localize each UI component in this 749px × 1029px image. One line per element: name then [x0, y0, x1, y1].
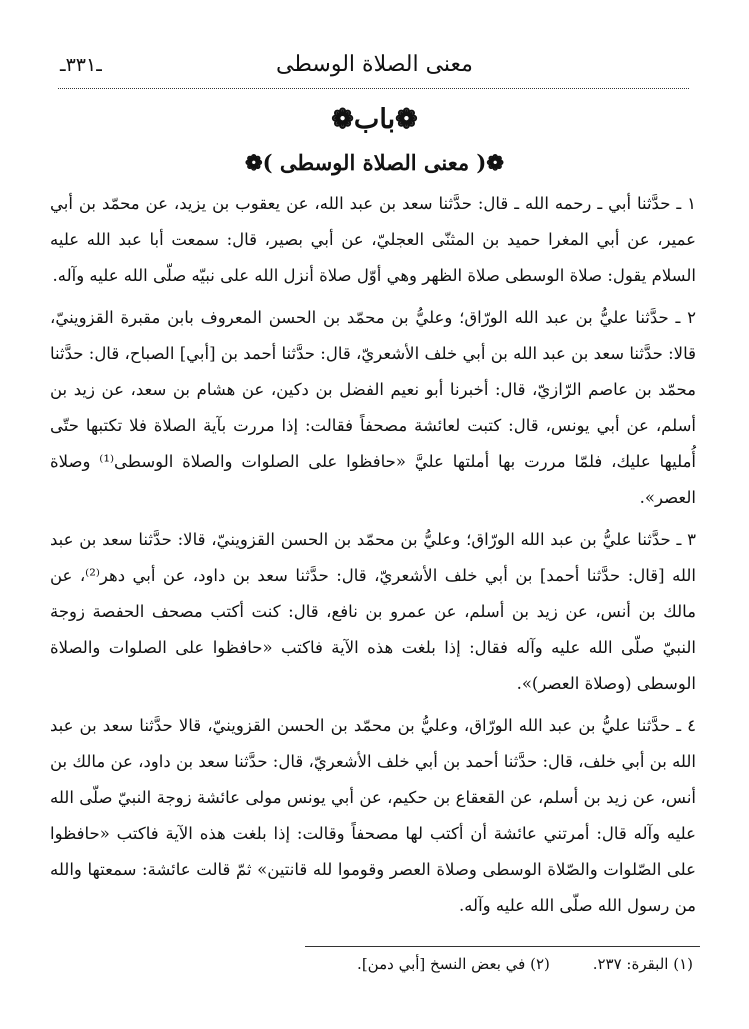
- page-number: ـ٣٣١ـ: [60, 54, 102, 76]
- hadith-paragraph-1: ١ ـ حدَّثنا أبي ـ رحمه الله ـ قال: حدَّثنا سعد بن عبد الله، عن يعقوب بن يزيد، عن محمّد بن أبي عمير، عن أبي المغرا حميد بن المثنّى العجليّ، عن أبي بصير، قال: سمعت أبا عبد الله عليه السلام يقول: صلاة الوسطى صلاة الظهر وهي أوّل صلاة أنزل الله على نبيّه صلّى الله عليه وآله.: [50, 194, 696, 285]
- section-title: ❁( معنى الصلاة الوسطى )❁: [245, 150, 504, 175]
- footnote-1: (١) البقرة: ٢٣٧.: [592, 955, 693, 973]
- footnotes: [50, 955, 693, 973]
- page-body: [50, 186, 696, 930]
- header-divider: [58, 88, 689, 89]
- hadith-paragraph-3: ٣ ـ حدَّثنا عليُّ بن عبد الله الورّاق؛ وعليُّ بن محمّد بن الحسن القزوينيّ، قالا: حدَّثنا سعد بن عبد الله [قال: حدَّثنا أحمد] بن أبي خلف الأشعريّ، قال: حدَّثنا سعد بن داود، عن أبي دهر⁽²⁾، عن مالك بن أنس، عن زيد بن أسلم، عن عمرو بن نافع، قال: كنت أكتب مصحف الحفصة زوجة النبيّ صلّى الله عليه وآله فقال: إذا بلغت هذه الآية فاكتب «حافظوا على الصلوات والصلاة الوسطى (وصلاة العصر)».: [50, 530, 696, 693]
- chapter-title: ❁باب❁: [331, 104, 418, 135]
- hadith-paragraph-4: ٤ ـ حدَّثنا عليُّ بن عبد الله الورّاق، وعليُّ بن محمّد بن الحسن القزوينيّ، قالا حدَّثنا سعد بن عبد الله بن أبي خلف، قال: حدَّثنا أحمد بن أبي خلف الأشعريّ، قال: حدَّثنا سعد بن داود، عن مالك بن أنس، عن زيد بن أسلم، عن القعقاع بن حكيم، عن أبي يونس مولى عائشة زوجة النبيّ صلّى الله عليه وآله قال: أمرتني عائشة أن أكتب لها مصحفاً وقالت: إذا بلغت هذه الآية فاكتب «حافظوا على الصّلوات والصّلاة الوسطى وصلاة العصر وقوموا لله قانتين» ثمّ قالت عائشة: سمعتها والله من رسول الله صلّى الله عليه وآله.: [50, 716, 696, 915]
- footnote-divider: [305, 946, 700, 947]
- running-title: معنى الصلاة الوسطى: [276, 52, 473, 77]
- hadith-paragraph-2: ٢ ـ حدَّثنا عليُّ بن عبد الله الورّاق؛ وعليُّ بن محمّد بن الحسن المعروف بابن مقبرة القزوينيّ، قالا: حدَّثنا سعد بن عبد الله بن أبي خلف الأشعريّ، قال: حدَّثنا أحمد بن [أبي] الصباح، قال: حدَّثنا محمّد بن عاصم الرّازيّ، قال: أخبرنا أبو نعيم الفضل بن دكين، عن هشام بن سعد، عن زيد بن أسلم، عن أبي يونس، قال: كتبت لعائشة مصحفاً فقالت: إذا مررت بآية الصلاة فلا تكتبها حتّى أُمليها عليك، فلمّا مررت بها أملتها عليَّ «حافظوا على الصلوات والصلاة الوسطى⁽¹⁾ وصلاة العصر».: [50, 308, 696, 507]
- page-header: [60, 52, 689, 82]
- footnote-2: (٢) في بعض النسخ [أبي دمن].: [357, 955, 550, 973]
